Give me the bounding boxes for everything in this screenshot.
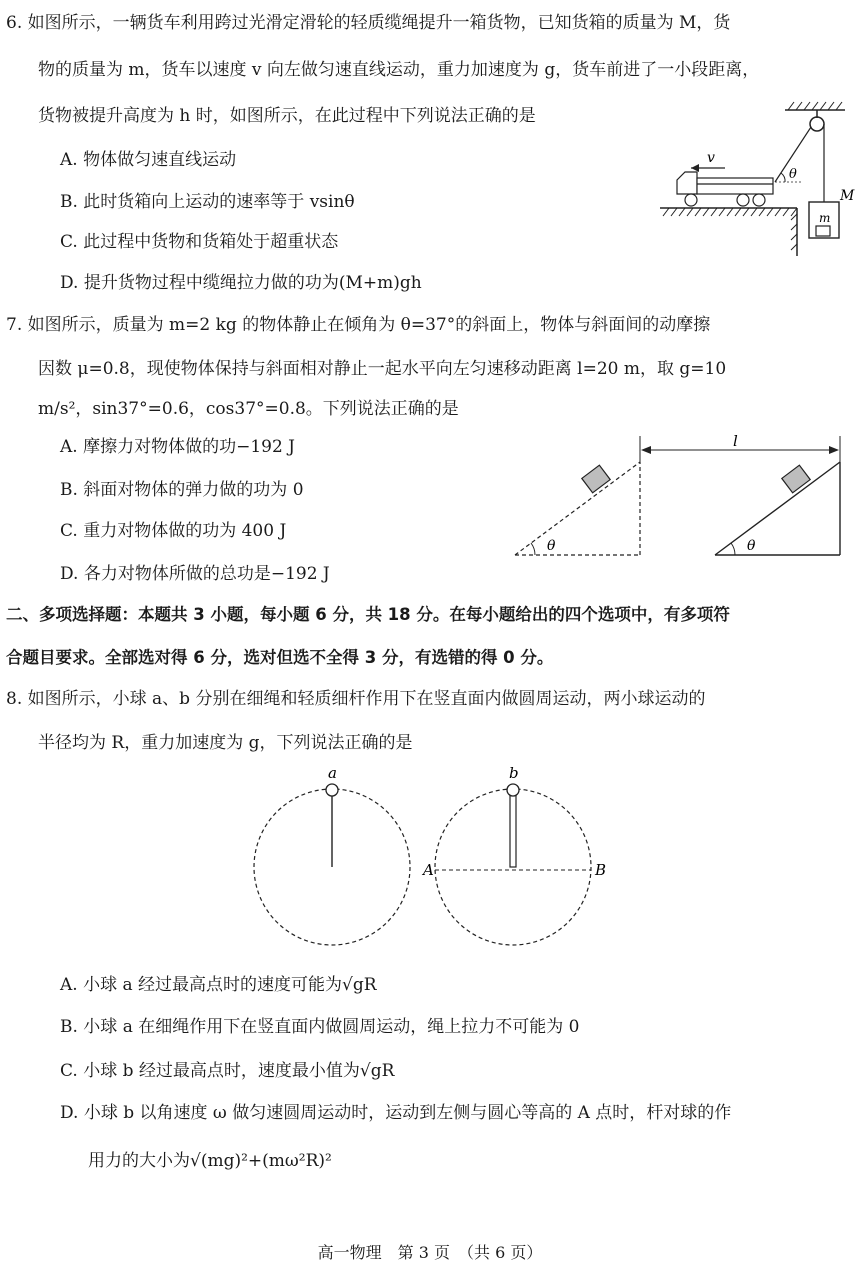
q6-label-m: m <box>819 211 831 225</box>
q8-circular-motion-figure <box>245 762 615 957</box>
q8-stem-line-2: 半径均为 R，重力加速度为 g，下列说法正确的是 <box>38 733 413 753</box>
q8-option-d-line-1: D. 小球 b 以角速度 ω 做匀速圆周运动时，运动到左侧与圆心等高的 A 点时，杆对球的作 <box>60 1103 732 1123</box>
section2-heading-line-2: 合题目要求。全部选对得 6 分，选对但选不全得 3 分，有选错的得 0 分。 <box>6 648 554 667</box>
q6-stem-line-3: 货物被提升高度为 h 时，如图所示，在此过程中下列说法正确的是 <box>38 106 536 126</box>
q7-label-theta-right: θ <box>747 538 756 554</box>
q8-stem-line-1: 8. 如图所示，小球 a、b 分别在细绳和轻质细杆作用下在竖直面内做圆周运动，两小球运动的 <box>6 689 706 709</box>
q6-option-c: C. 此过程中货物和货箱处于超重状态 <box>60 232 339 252</box>
q8-label-b: b <box>509 764 519 782</box>
truck <box>677 172 773 206</box>
q6-option-a: A. 物体做匀速直线运动 <box>60 150 237 170</box>
q8-option-a: A. 小球 a 经过最高点时的速度可能为√gR <box>60 975 377 995</box>
q6-stem-line-2: 物的质量为 m，货车以速度 v 向左做匀速直线运动，重力加速度为 g，货车前进了一小段距离， <box>38 60 760 80</box>
q6-label-theta: θ <box>789 167 797 182</box>
pulley <box>810 117 824 131</box>
q8-option-b: B. 小球 a 在细绳作用下在竖直面内做圆周运动，绳上拉力不可能为 0 <box>60 1017 580 1037</box>
ball-a <box>326 784 338 796</box>
section2-heading-line-1: 二、多项选择题：本题共 3 小题，每小题 6 分，共 18 分。在每小题给出的四个选项中，有多项符 <box>6 605 730 624</box>
ball-b <box>507 784 519 796</box>
q8-option-c: C. 小球 b 经过最高点时，速度最小值为√gR <box>60 1061 395 1081</box>
q6-label-v: v <box>707 150 715 166</box>
q7-option-c: C. 重力对物体做的功为 400 J <box>60 521 287 541</box>
rod-b <box>510 795 516 867</box>
q8-option-d-line-2: 用力的大小为√(mg)²+(mω²R)² <box>88 1151 332 1171</box>
q7-option-d: D. 各力对物体所做的总功是−192 J <box>60 564 330 584</box>
q8-label-A: A <box>423 861 434 879</box>
q7-incline-figure <box>505 430 845 565</box>
q7-label-l: l <box>733 432 738 450</box>
q7-option-a: A. 摩擦力对物体做的功−192 J <box>60 437 295 457</box>
q6-truck-pulley-figure <box>655 96 855 266</box>
q7-stem-line-3: m/s²，sin37°=0.6，cos37°=0.8。下列说法正确的是 <box>38 399 459 419</box>
q7-option-b: B. 斜面对物体的弹力做的功为 0 <box>60 480 304 500</box>
q7-label-theta-left: θ <box>547 538 556 554</box>
q6-stem-line-1: 6. 如图所示，一辆货车利用跨过光滑定滑轮的轻质缆绳提升一箱货物，已知货箱的质量为 M，货 <box>6 13 731 33</box>
q6-option-d: D. 提升货物过程中缆绳拉力做的功为(M+m)gh <box>60 273 422 293</box>
q7-stem-line-2: 因数 μ=0.8，现使物体保持与斜面相对静止一起水平向左匀速移动距离 l=20 m，取 g=10 <box>38 359 727 379</box>
block-final <box>782 465 810 493</box>
page-footer: 高一物理 第 3 页 （共 6 页） <box>317 1243 543 1262</box>
block-initial <box>582 465 610 493</box>
q6-option-b: B. 此时货箱向上运动的速率等于 vsinθ <box>60 192 355 212</box>
q7-stem-line-1: 7. 如图所示，质量为 m=2 kg 的物体静止在倾角为 θ=37°的斜面上，物体与斜面间的动摩擦 <box>6 315 711 335</box>
q8-label-B: B <box>595 861 607 879</box>
q6-label-M: M <box>840 188 855 204</box>
q8-label-a: a <box>328 764 337 782</box>
